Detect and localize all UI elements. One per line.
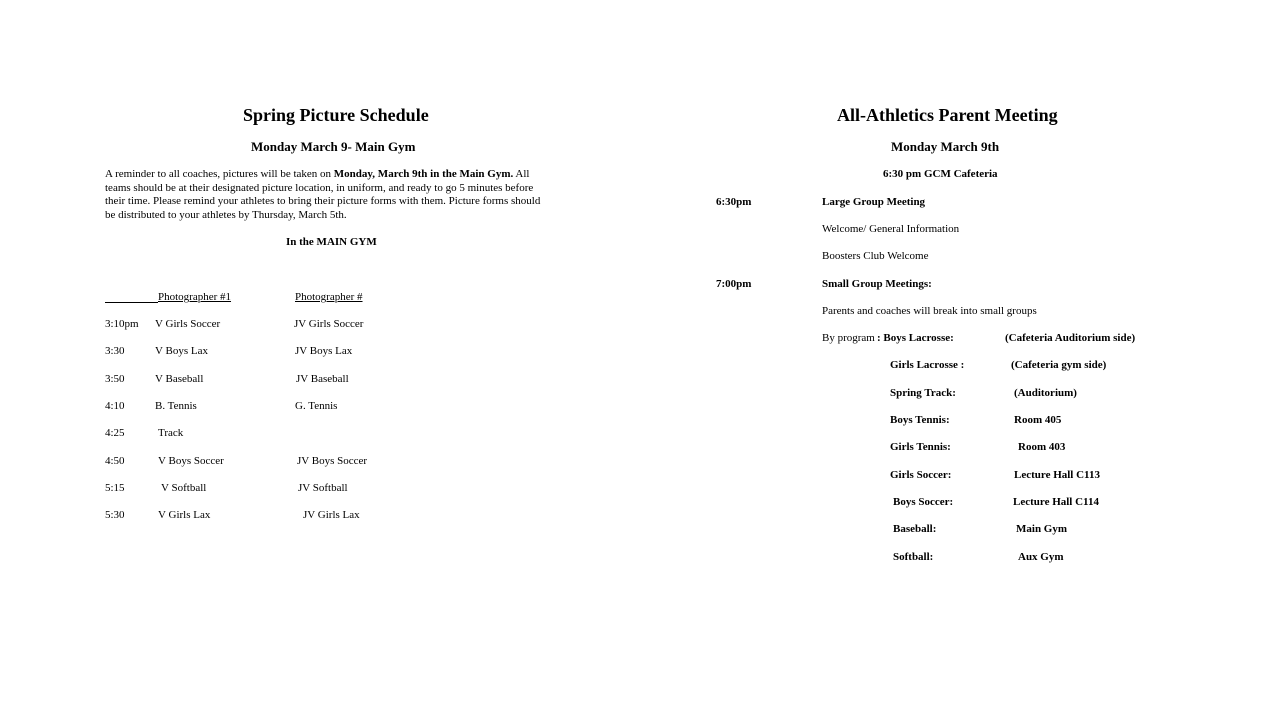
program-name: Boys Tennis: (890, 414, 950, 426)
photographer-2-team: JV Boys Lax (295, 345, 353, 357)
program-room: (Auditorium) (1014, 387, 1077, 399)
header-underline-spacer (105, 302, 158, 303)
program-name: Boys Soccer: (893, 496, 954, 508)
program-name: Softball: (893, 551, 934, 563)
photographer-1-team: V Girls Soccer (155, 318, 221, 330)
reminder-text-1: A reminder to all coaches, pictures will be taken on (105, 168, 334, 180)
reminder-bold: Monday, March 9th in the Main Gym. (333, 168, 514, 180)
photographer-1-team: B. Tennis (155, 400, 197, 412)
program-room: (Cafeteria Auditorium side) (1005, 332, 1136, 344)
program-room: Room 405 (1014, 414, 1062, 426)
reminder-text-2: All teams should be at their designated picture location, in uniform, and ready to go 5 minutes before their time. Please remind your athletes to bring their picture forms with them. Picture forms should be distributed to your athletes by Thursday, March 5th. (105, 168, 541, 221)
program-name: Girls Lacrosse : (890, 359, 965, 371)
break-into-groups: Parents and coaches will break into small groups (822, 305, 1037, 317)
program-name: Girls Soccer: (890, 469, 952, 481)
program-room: Room 403 (1018, 441, 1066, 453)
right-title: All-Athletics Parent Meeting (837, 105, 1058, 125)
program-name: : Boys Lacrosse: (877, 332, 954, 344)
schedule-time: 4:25 (105, 427, 125, 439)
program-name: Baseball: (893, 523, 937, 535)
photographer-2-header: Photographer # (295, 291, 363, 303)
program-room: Aux Gym (1018, 551, 1064, 563)
location-heading: In the MAIN GYM (286, 236, 377, 248)
photographer-2-team: JV Baseball (296, 373, 349, 385)
photographer-1-team: Track (158, 427, 184, 439)
photographer-1-team: V Girls Lax (158, 509, 211, 521)
photographer-2-team: JV Girls Soccer (294, 318, 364, 330)
schedule-time: 5:15 (105, 482, 125, 494)
time-630: 6:30pm (716, 196, 752, 208)
photographer-1-header: Photographer #1 (158, 291, 232, 303)
right-subtitle: Monday March 9th (891, 139, 1000, 154)
program-room: Main Gym (1016, 523, 1068, 535)
by-program-label: By program (822, 332, 875, 344)
photographer-2-team: JV Boys Soccer (297, 455, 368, 467)
meeting-location: 6:30 pm GCM Cafeteria (883, 168, 998, 180)
schedule-time: 3:30 (105, 345, 125, 357)
program-name: Spring Track: (890, 387, 956, 399)
program-room: Lecture Hall C114 (1013, 496, 1099, 508)
photographer-1-team: V Baseball (155, 373, 204, 385)
schedule-time: 4:50 (105, 455, 125, 467)
schedule-time: 3:50 (105, 373, 125, 385)
left-title: Spring Picture Schedule (243, 105, 429, 125)
schedule-time: 3:10pm (105, 318, 139, 330)
time-700: 7:00pm (716, 278, 752, 290)
program-room: Lecture Hall C113 (1014, 469, 1100, 481)
reminder-paragraph (105, 168, 550, 222)
small-group-heading: Small Group Meetings: (822, 278, 932, 290)
boosters-item: Boosters Club Welcome (822, 250, 929, 262)
photographer-2-team: JV Softball (298, 482, 348, 494)
schedule-time: 4:10 (105, 400, 125, 412)
schedule-time: 5:30 (105, 509, 125, 521)
photographer-2-team: JV Girls Lax (303, 509, 360, 521)
photographer-1-team: V Softball (161, 482, 207, 494)
program-room: (Cafeteria gym side) (1011, 359, 1107, 371)
photographer-1-team: V Boys Lax (155, 345, 208, 357)
left-subtitle: Monday March 9- Main Gym (251, 139, 416, 154)
photographer-1-team: V Boys Soccer (158, 455, 224, 467)
program-name: Girls Tennis: (890, 441, 951, 453)
welcome-item: Welcome/ General Information (822, 223, 960, 235)
photographer-2-team: G. Tennis (295, 400, 338, 412)
large-group-heading: Large Group Meeting (822, 196, 926, 208)
